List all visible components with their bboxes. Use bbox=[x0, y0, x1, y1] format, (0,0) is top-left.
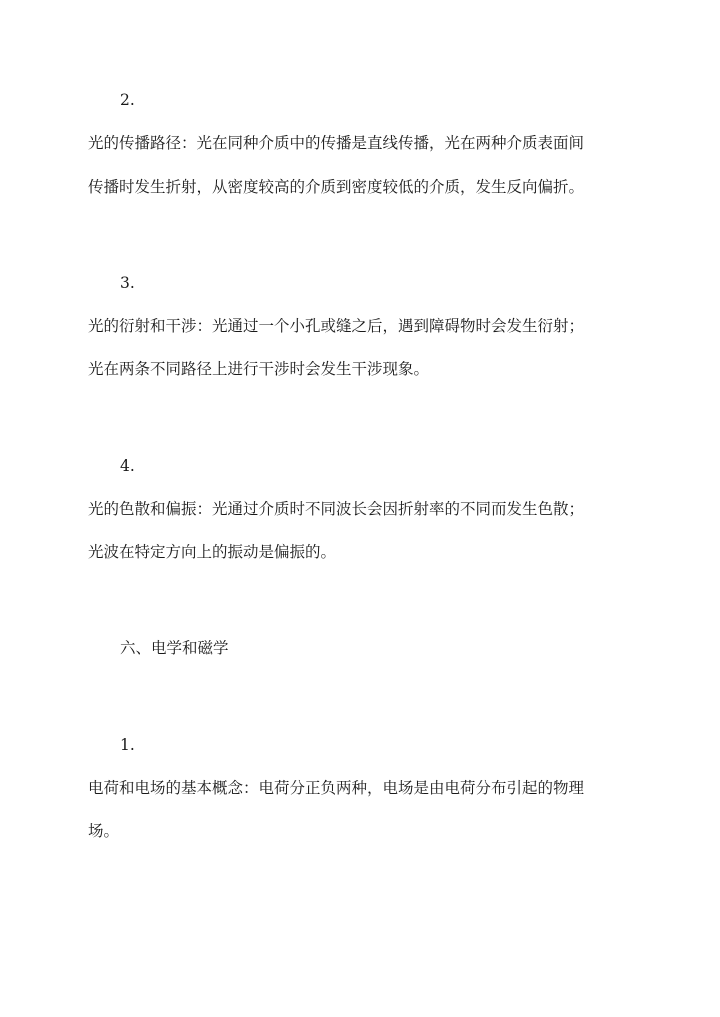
section-6-item-1-line-1: 电荷和电场的基本概念：电荷分正负两种，电场是由电荷分布引起的物理 bbox=[88, 779, 585, 797]
item-4-line-1: 光的色散和偏振：光通过介质时不同波长会因折射率的不同而发生色散； bbox=[88, 500, 585, 518]
item-3-line-1: 光的衍射和干涉：光通过一个小孔或缝之后，遇到障碍物时会发生衍射； bbox=[88, 317, 585, 335]
section-6-item-1-number: 1. bbox=[120, 736, 135, 754]
item-4-number: 4. bbox=[120, 457, 135, 475]
item-2-number: 2. bbox=[120, 91, 135, 109]
item-3-line-2: 光在两条不同路径上进行干涉时会发生干涉现象。 bbox=[88, 360, 430, 378]
item-3-number: 3. bbox=[120, 274, 135, 292]
section-6-heading: 六、电学和磁学 bbox=[120, 639, 229, 657]
section-6-item-1-line-2: 场。 bbox=[88, 822, 120, 840]
item-4-line-2: 光波在特定方向上的振动是偏振的。 bbox=[88, 543, 337, 561]
item-2-line-1: 光的传播路径：光在同种介质中的传播是直线传播，光在两种介质表面间 bbox=[88, 134, 585, 152]
item-2-line-2: 传播时发生折射，从密度较高的介质到密度较低的介质，发生反向偏折。 bbox=[88, 178, 585, 196]
